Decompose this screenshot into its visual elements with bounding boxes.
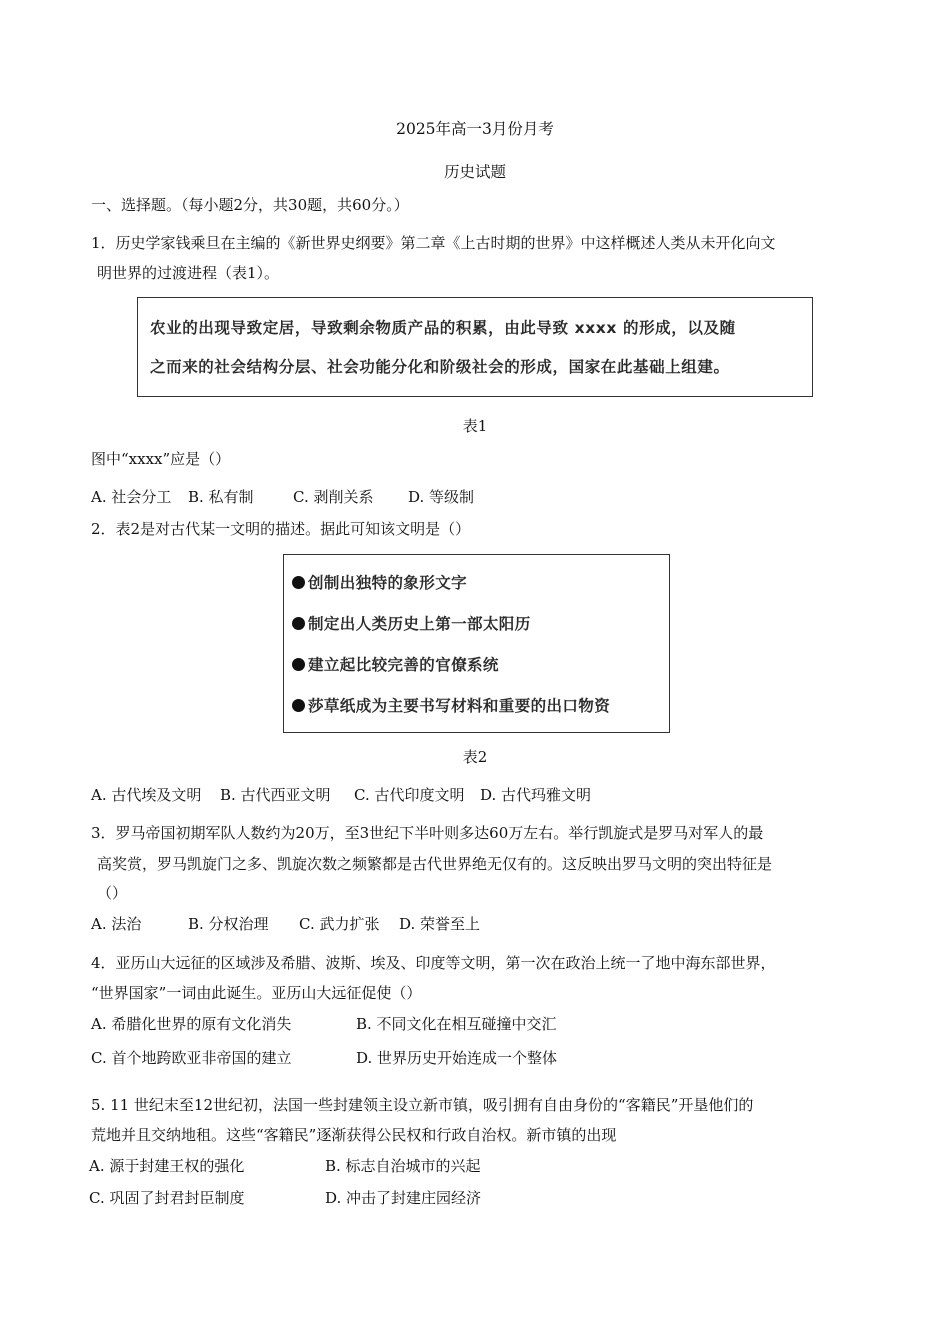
exam-subtitle: 历史试题	[443, 163, 506, 181]
q2-table-caption: 表2	[462, 748, 488, 766]
q2-box-item: 创制出独特的象形文字	[292, 571, 467, 593]
q1-text-line2: 明世界的过渡进程（表1）。	[97, 264, 280, 282]
q2-table-box	[283, 554, 670, 733]
q2-box-item: 制定出人类历史上第一部太阳历	[292, 612, 531, 634]
q1-option-d[interactable]: D. 等级制	[408, 488, 475, 506]
bullet-icon	[292, 617, 305, 630]
q1-option-c[interactable]: C. 剥削关系	[293, 488, 374, 506]
q5-option-d[interactable]: D. 冲击了封建庄园经济	[325, 1189, 482, 1207]
q2-option-c[interactable]: C. 古代印度文明	[354, 786, 465, 804]
q5-option-a[interactable]: A. 源于封建王权的强化	[89, 1157, 245, 1175]
q3-option-a[interactable]: A. 法治	[91, 915, 142, 933]
q2-stem: 2．表2是对古代某一文明的描述。据此可知该文明是（）	[91, 520, 471, 538]
q2-box-item: 莎草纸成为主要书写材料和重要的出口物资	[292, 694, 610, 716]
q1-text-line1: 1．历史学家钱乘旦在主编的《新世界史纲要》第二章《上古时期的世界》中这样概述人类从未开化向文	[91, 234, 776, 252]
q1-box-line1: 农业的出现导致定居，导致剩余物质产品的积累，由此导致 xxxx 的形成，以及随	[150, 319, 736, 337]
section-heading: 一、选择题。（每小题2分，共30题，共60分。）	[91, 196, 409, 214]
q3-text-line1: 3．罗马帝国初期军队人数约为20万，至3世纪下半叶则多达60万左右。举行凯旋式是罗马对军人的最	[91, 824, 764, 842]
q4-option-c[interactable]: C. 首个地跨欧亚非帝国的建立	[91, 1049, 292, 1067]
q4-option-b[interactable]: B. 不同文化在相互碰撞中交汇	[356, 1015, 557, 1033]
q3-text-line3: （）	[97, 884, 128, 902]
q3-option-b[interactable]: B. 分权治理	[188, 915, 269, 933]
q5-text-line1: 5. 11 世纪末至12世纪初，法国一些封建领主设立新市镇，吸引拥有自由身份的“客籍民”开垦他们的	[91, 1096, 754, 1114]
q2-option-a[interactable]: A. 古代埃及文明	[91, 786, 202, 804]
q3-option-d[interactable]: D. 荣誉至上	[399, 915, 481, 933]
q1-option-a[interactable]: A. 社会分工	[91, 488, 172, 506]
q1-table-caption: 表1	[462, 417, 488, 435]
q1-stem: 图中“xxxx”应是（）	[91, 450, 231, 468]
exam-title: 2025年高一3月份月考	[396, 120, 554, 138]
q4-option-a[interactable]: A. 希腊化世界的原有文化消失	[91, 1015, 292, 1033]
q2-option-d[interactable]: D. 古代玛雅文明	[480, 786, 592, 804]
q3-text-line2: 高奖赏，罗马凯旋门之多、凯旋次数之频繁都是古代世界绝无仅有的。这反映出罗马文明的突出特征是	[97, 855, 773, 873]
q5-option-b[interactable]: B. 标志自治城市的兴起	[325, 1157, 481, 1175]
q2-option-b[interactable]: B. 古代西亚文明	[220, 786, 331, 804]
bullet-icon	[292, 576, 305, 589]
q5-option-c[interactable]: C. 巩固了封君封臣制度	[89, 1189, 245, 1207]
q4-option-d[interactable]: D. 世界历史开始连成一个整体	[356, 1049, 558, 1067]
q4-text-line2: “世界国家”一词由此诞生。亚历山大远征促使（）	[91, 984, 422, 1002]
bullet-icon	[292, 699, 305, 712]
q1-option-b[interactable]: B. 私有制	[188, 488, 254, 506]
q4-text-line1: 4．亚历山大远征的区域涉及希腊、波斯、埃及、印度等文明，第一次在政治上统一了地中海东部世界，	[91, 954, 776, 972]
q1-table-box	[137, 297, 813, 397]
q5-text-line2: 荒地并且交纳地租。这些“客籍民”逐渐获得公民权和行政自治权。新市镇的出现	[91, 1126, 617, 1144]
q1-box-line2: 之而来的社会结构分层、社会功能分化和阶级社会的形成，国家在此基础上组建。	[150, 358, 730, 376]
bullet-icon	[292, 658, 305, 671]
q3-option-c[interactable]: C. 武力扩张	[299, 915, 380, 933]
q2-box-item: 建立起比较完善的官僚系统	[292, 653, 499, 675]
